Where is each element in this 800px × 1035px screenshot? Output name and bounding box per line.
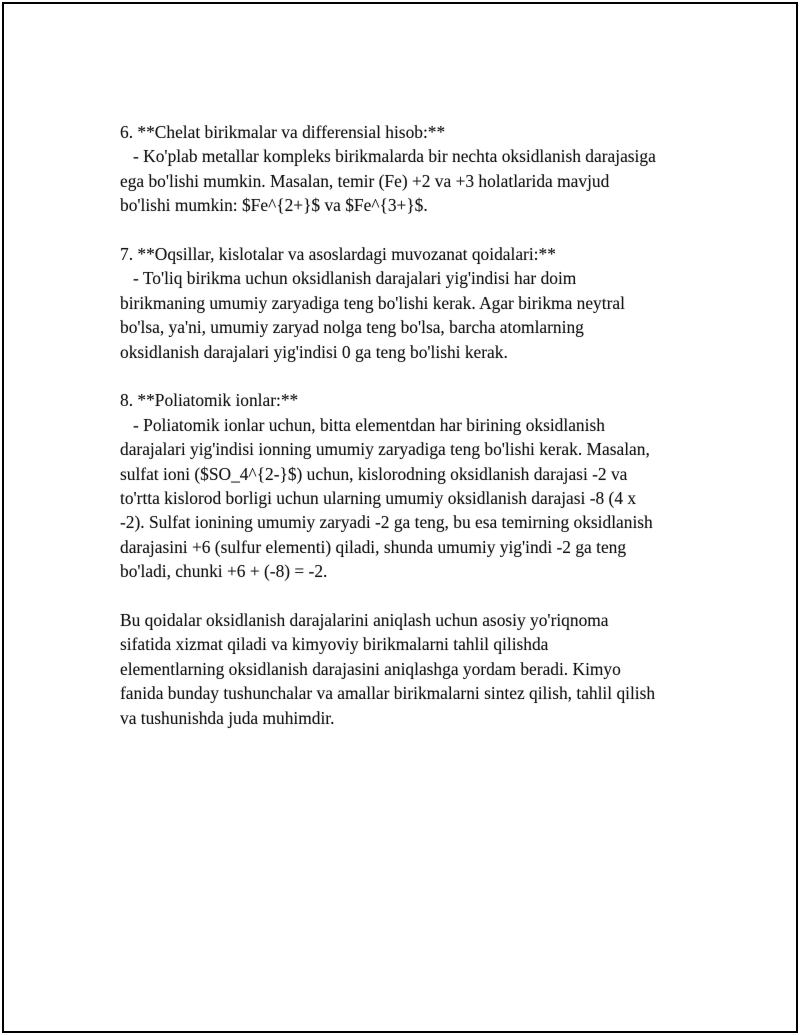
text-line: bo'lishi mumkin: $Fe^{2+}$ va $Fe^{3+}$. [120,195,428,216]
text-line: -2). Sulfat ionining umumiy zaryadi -2 ga teng, bu esa temirning oksidlanish [120,512,653,533]
conclusion-paragraph [120,608,710,730]
section-chelat-birikmalar [120,120,710,218]
text-line: sifatida xizmat qiladi va kimyoviy birikmalarni tahlil qilishda [120,634,549,655]
section-poliatomik-ionlar [120,388,710,583]
text-line: Bu qoidalar oksidlanish darajalarini aniqlash uchun asosiy yo'riqnoma [120,610,609,631]
section-heading: 6. **Chelat birikmalar va differensial hisob:** [120,122,446,142]
text-line: - Ko'plab metallar kompleks birikmalarda bir nechta oksidlanish darajasiga [120,146,656,167]
text-line: va tushunishda juda muhimdir. [120,707,335,728]
section-heading: 8. **Poliatomik ionlar:** [120,390,299,411]
text-line: darajasini +6 (sulfur elementi) qiladi, shunda umumiy yig'indi -2 ga teng [120,536,627,557]
document-page [2,2,798,1033]
text-line: bo'lsa, ya'ni, umumiy zaryad nolga teng bo'lsa, barcha atomlarning [120,317,584,338]
text-line: sulfat ioni ($SO_4^{2-}$) uchun, kislorodning oksidlanish darajasi -2 va [120,463,628,484]
document-body [120,120,710,755]
text-line: fanida bunday tushunchalar va amallar birikmalarni sintez qilish, tahlil qilish [120,683,656,704]
text-line: oksidlanish darajalari yig'indisi 0 ga teng bo'lishi kerak. [120,341,508,362]
text-line: birikmaning umumiy zaryadiga teng bo'lishi kerak. Agar birikma neytral [120,292,625,313]
text-line: elementlarning oksidlanish darajasini aniqlashga yordam beradi. Kimyo [120,658,621,679]
text-line: bo'ladi, chunki +6 + (-8) = -2. [120,561,328,582]
section-heading: 7. **Oqsillar, kislotalar va asoslardagi muvozanat qoidalari:** [120,244,556,265]
text-line: ega bo'lishi mumkin. Masalan, temir (Fe) +2 va +3 holatlarida mavjud [120,170,610,191]
text-line: - Poliatomik ionlar uchun, bitta elementdan har birining oksidlanish [120,414,605,435]
section-muvozanat-qoidalari [120,242,710,364]
text-line: darajalari yig'indisi ionning umumiy zaryadiga teng bo'lishi kerak. Masalan, [120,439,650,460]
text-line: - To'liq birikma uchun oksidlanish darajalari yig'indisi har doim [120,268,577,289]
text-line: to'rtta kislorod borligi uchun ularning umumiy oksidlanish darajasi -8 (4 x [120,488,637,509]
